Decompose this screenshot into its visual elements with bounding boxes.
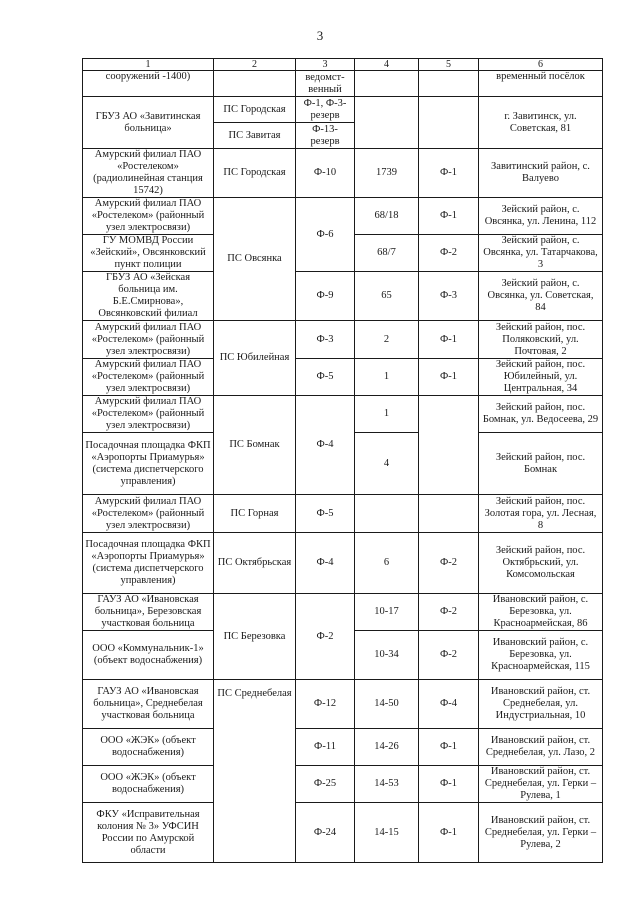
address-cell: Ивановский район, ст. Среднебелая, ул. Лазо, 2 <box>479 729 603 766</box>
tp-cell: 14-50 <box>355 680 419 729</box>
substation-cell: ПС Завитая <box>214 123 296 149</box>
table-row <box>83 533 603 594</box>
tp-cell: 10-17 <box>355 594 419 631</box>
table-row <box>83 729 603 766</box>
column-header-1: 1 <box>83 59 214 71</box>
table-row <box>83 359 603 396</box>
tp-cell: 14-15 <box>355 803 419 863</box>
line-cell: Ф-3 <box>419 272 479 321</box>
address-cell: Зейский район, пос. Бомнак, ул. Ведосеева, 29 <box>479 396 603 433</box>
substation-cell: ПС Среднебелая <box>214 680 296 863</box>
table-row <box>83 680 603 729</box>
table-row <box>83 495 603 533</box>
feeder-cell: Ф-9 <box>296 272 355 321</box>
feeder-cell: Ф-2 <box>296 594 355 680</box>
substation-cell: ПС Юбилейная <box>214 321 296 396</box>
address-cell: Зейский район, пос. Бомнак <box>479 433 603 495</box>
address-cell: Завитинский район, с. Валуево <box>479 149 603 198</box>
tp-cell: 1 <box>355 359 419 396</box>
tp-cell: 68/18 <box>355 198 419 235</box>
address-cell: Ивановский район, с. Березовка, ул. Красноармейская, 86 <box>479 594 603 631</box>
tp-cell: 10-34 <box>355 631 419 680</box>
tp-cell: 2 <box>355 321 419 359</box>
address-cell: Зейский район, пос. Юбилейный, ул. Центральная, 34 <box>479 359 603 396</box>
consumer-cell: ООО «ЖЭК» (объект водоснабжения) <box>83 729 214 766</box>
consumer-cell: Амурский филиал ПАО «Ростелеком» (районный узел электросвязи) <box>83 321 214 359</box>
tp-cell: 14-53 <box>355 766 419 803</box>
line-cell: Ф-1 <box>419 149 479 198</box>
consumer-cell: ГБУЗ АО «Зейская больница им. Б.Е.Смирнова», Овсянковский филиал <box>83 272 214 321</box>
tp-cell: 65 <box>355 272 419 321</box>
address-cell: Зейский район, пос. Поляковский, ул. Почтовая, 2 <box>479 321 603 359</box>
substation-cell <box>214 71 296 97</box>
line-cell <box>419 97 479 149</box>
address-cell: Зейский район, с. Овсянка, ул. Ленина, 112 <box>479 198 603 235</box>
feeder-cell: Ф-3 <box>296 321 355 359</box>
consumer-cell: ГАУЗ АО «Ивановская больница», Березовская участковая больница <box>83 594 214 631</box>
line-cell <box>419 495 479 533</box>
tp-cell: 6 <box>355 533 419 594</box>
line-cell: Ф-1 <box>419 359 479 396</box>
feeder-cell: ведомст-венный <box>296 71 355 97</box>
consumer-cell: ООО «ЖЭК» (объект водоснабжения) <box>83 766 214 803</box>
feeder-cell: Ф-5 <box>296 359 355 396</box>
address-cell: г. Завитинск, ул. Советская, 81 <box>479 97 603 149</box>
tp-cell <box>355 495 419 533</box>
line-cell: Ф-1 <box>419 321 479 359</box>
consumer-cell: ГАУЗ АО «Ивановская больница», Среднебелая участковая больница <box>83 680 214 729</box>
feeder-cell: Ф-10 <box>296 149 355 198</box>
table-row <box>83 396 603 433</box>
consumer-cell: Амурский филиал ПАО «Ростелеком» (радиолинейная станция 15742) <box>83 149 214 198</box>
consumer-cell: Посадочная площадка ФКП «Аэропорты Приамурья» (система диспетчерского управления) <box>83 533 214 594</box>
substation-cell: ПС Городская <box>214 97 296 123</box>
table-row <box>83 321 603 359</box>
column-header-4: 4 <box>355 59 419 71</box>
line-cell: Ф-1 <box>419 803 479 863</box>
table-row <box>83 71 603 97</box>
feeder-cell: Ф-13-резерв <box>296 123 355 149</box>
table-row <box>83 272 603 321</box>
line-cell: Ф-1 <box>419 198 479 235</box>
table-row <box>83 766 603 803</box>
address-cell: Зейский район, с. Овсянка, ул. Татарчакова, 3 <box>479 235 603 272</box>
substation-cell: ПС Октябрьская <box>214 533 296 594</box>
address-cell: Зейский район, с. Овсянка, ул. Советская, 84 <box>479 272 603 321</box>
line-cell: Ф-4 <box>419 680 479 729</box>
table-header-row <box>83 59 603 71</box>
line-cell <box>419 71 479 97</box>
column-header-5: 5 <box>419 59 479 71</box>
table-row <box>83 803 603 863</box>
address-cell: Ивановский район, ст. Среднебелая, ул. Герки – Рулева, 2 <box>479 803 603 863</box>
consumer-cell: Амурский филиал ПАО «Ростелеком» (районный узел электросвязи) <box>83 396 214 433</box>
substation-cell: ПС Городская <box>214 149 296 198</box>
tp-cell <box>355 71 419 97</box>
line-cell: Ф-2 <box>419 631 479 680</box>
table-row <box>83 198 603 235</box>
tp-cell: 1739 <box>355 149 419 198</box>
tp-cell <box>355 97 419 149</box>
tp-cell: 68/7 <box>355 235 419 272</box>
table-row <box>83 149 603 198</box>
column-header-3: 3 <box>296 59 355 71</box>
line-cell: Ф-2 <box>419 594 479 631</box>
table-row <box>83 594 603 631</box>
tp-cell: 1 <box>355 396 419 433</box>
consumer-cell: Амурский филиал ПАО «Ростелеком» (районный узел электросвязи) <box>83 359 214 396</box>
feeder-cell: Ф-25 <box>296 766 355 803</box>
page-number: 3 <box>316 28 324 43</box>
feeder-cell: Ф-1, Ф-3-резерв <box>296 97 355 123</box>
line-cell <box>419 396 479 495</box>
line-cell: Ф-1 <box>419 729 479 766</box>
address-cell: Ивановский район, ст. Среднебелая, ул. Индустриальная, 10 <box>479 680 603 729</box>
feeder-cell: Ф-6 <box>296 198 355 272</box>
line-cell: Ф-1 <box>419 766 479 803</box>
address-cell: Ивановский район, ст. Среднебелая, ул. Герки – Рулева, 1 <box>479 766 603 803</box>
substation-cell: ПС Березовка <box>214 594 296 680</box>
consumer-cell: сооружений -1400) <box>83 71 214 97</box>
address-cell: временный посёлок <box>479 71 603 97</box>
tp-cell: 14-26 <box>355 729 419 766</box>
consumer-cell: ГУ МОМВД России «Зейский», Овсянковский пункт полиции <box>83 235 214 272</box>
consumer-cell: Посадочная площадка ФКП «Аэропорты Приамурья» (система диспетчерского управления) <box>83 433 214 495</box>
consumer-cell: Амурский филиал ПАО «Ростелеком» (районный узел электросвязи) <box>83 495 214 533</box>
feeder-cell: Ф-11 <box>296 729 355 766</box>
column-header-6: 6 <box>479 59 603 71</box>
substation-cell: ПС Горная <box>214 495 296 533</box>
consumer-cell: ФКУ «Исправительная колония № 3» УФСИН России по Амурской области <box>83 803 214 863</box>
line-cell: Ф-2 <box>419 533 479 594</box>
feeder-cell: Ф-5 <box>296 495 355 533</box>
address-cell: Зейский район, пос. Золотая гора, ул. Лесная, 8 <box>479 495 603 533</box>
table-row <box>83 97 603 123</box>
consumer-cell: Амурский филиал ПАО «Ростелеком» (районный узел электросвязи) <box>83 198 214 235</box>
line-cell: Ф-2 <box>419 235 479 272</box>
address-cell: Зейский район, пос. Октябрьский, ул. Комсомольская <box>479 533 603 594</box>
substation-cell: ПС Овсянка <box>214 198 296 321</box>
feeder-cell: Ф-12 <box>296 680 355 729</box>
substation-cell: ПС Бомнак <box>214 396 296 495</box>
consumer-cell: ГБУЗ АО «Завитинская больница» <box>83 97 214 149</box>
tp-cell: 4 <box>355 433 419 495</box>
feeder-cell: Ф-4 <box>296 533 355 594</box>
feeder-cell: Ф-24 <box>296 803 355 863</box>
column-header-2: 2 <box>214 59 296 71</box>
consumer-cell: ООО «Коммунальник-1» (объект водоснабжения) <box>83 631 214 680</box>
power-supply-table <box>82 58 603 863</box>
address-cell: Ивановский район, с. Березовка, ул. Красноармейская, 115 <box>479 631 603 680</box>
feeder-cell: Ф-4 <box>296 396 355 495</box>
